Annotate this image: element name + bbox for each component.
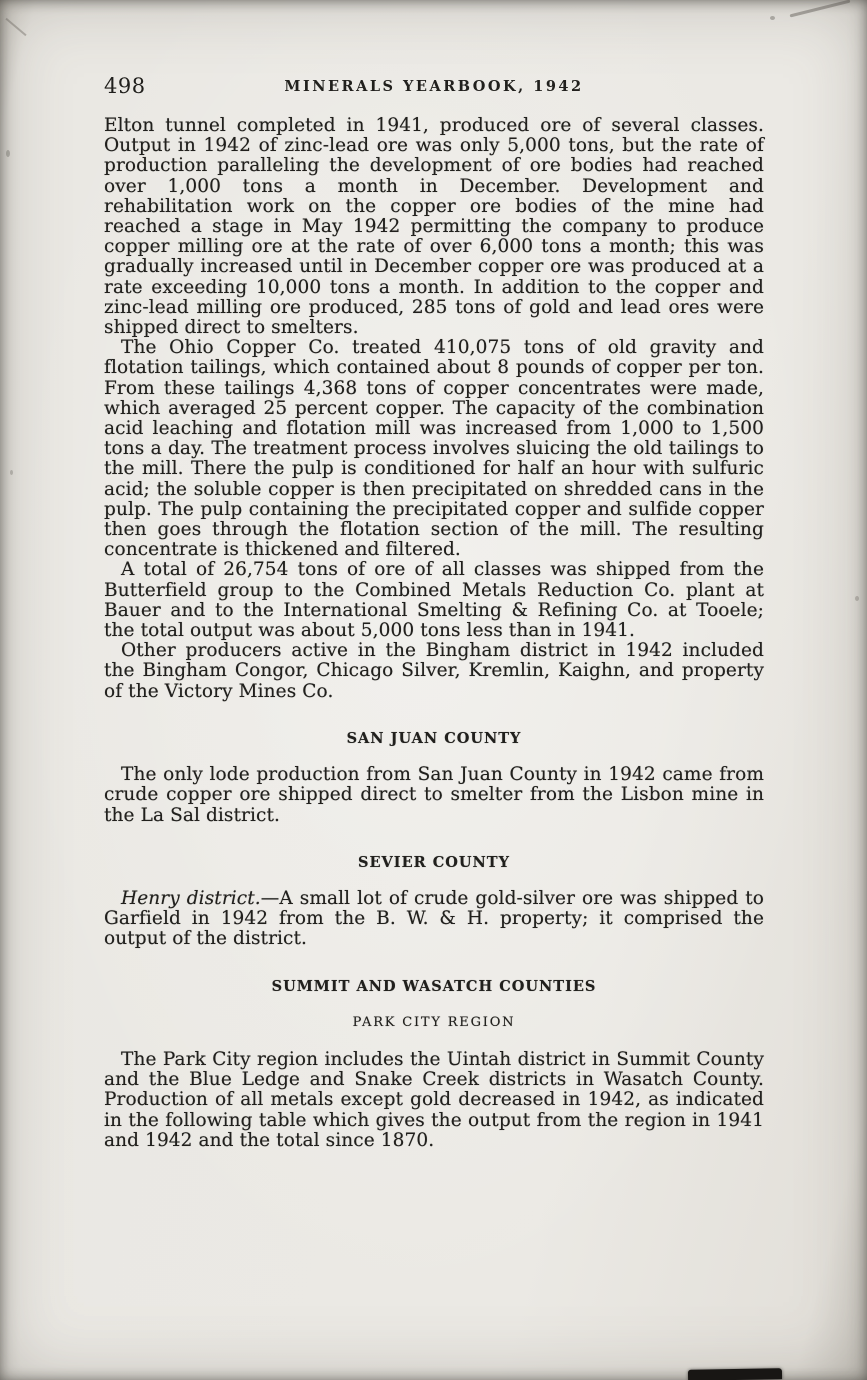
page-header	[104, 74, 764, 104]
paragraph-other-producers: Other producers active in the Bingham district in 1942 included the Bingham Congor, Chicago Silver, Kremlin, Kaighn, and property of the Victory Mines Co.	[104, 640, 764, 702]
district-name-italic: Henry district.	[121, 887, 261, 909]
paragraph-sevier-text: —A small lot of crude gold-silver ore was shipped to Garfield in 1942 from the B. W. & H. property; it comprised the output of the district.	[104, 887, 765, 950]
scan-artifact-top-left-scratch	[5, 18, 26, 36]
scan-artifact-bottom-bar	[688, 1368, 782, 1380]
paragraph-butterfield-shipments: A total of 26,754 tons of ore of all classes was shipped from the Butterfield group to the Combined Metals Reduction Co. plant at Bauer and to the International Smelting & Refining Co. at Tooele; the total output was about 5,000 tons less than in 1941.	[104, 559, 764, 642]
scan-artifact-top-right-speck	[770, 16, 775, 20]
paragraph-san-juan: The only lode production from San Juan County in 1942 came from crude copper ore shipped direct to smelter from the Lisbon mine in the La Sal district.	[104, 764, 764, 826]
heading-san-juan-county: SAN JUAN COUNTY	[346, 729, 522, 747]
text-column	[104, 116, 764, 1151]
scan-artifact-left-speck	[10, 470, 13, 475]
paragraph-park-city: The Park City region includes the Uintah district in Summit County and the Blue Ledge and Snake Creek districts in Wasatch County. Production of all metals except gold decreased in 1942, as indicated in the following table which gives the output from the region in 1941 and 1942 and the total since 1870.	[104, 1048, 764, 1151]
heading-summit-wasatch-counties: SUMMIT AND WASATCH COUNTIES	[271, 977, 597, 995]
heading-sevier-county: SEVIER COUNTY	[358, 853, 510, 871]
page-number: 498	[104, 74, 146, 98]
subheading-park-city-region: PARK CITY REGION	[352, 1014, 516, 1030]
scan-artifact-left-speck	[6, 150, 10, 157]
scan-artifact-top-right-scratch	[790, 0, 851, 17]
scan-artifact-right-speck	[855, 596, 859, 601]
paragraph-ohio-copper: The Ohio Copper Co. treated 410,075 tons of old gravity and flotation tailings, which contained about 8 pounds of copper per ton. From these tailings 4,368 tons of copper concentrates were made, which averaged 25 percent copper. The capacity of the combination acid leaching and flotation mill was increased from 1,000 to 1,500 tons a day. The treatment process involves sluicing the old tailings to the mill. There the pulp is conditioned for half an hour with sulfuric acid; the soluble copper is then precipitated on shredded cans in the pulp. The pulp containing the precipitated copper and sulfide copper then goes through the flotation section of the mill. The resulting concentrate is thickened and filtered.	[104, 337, 764, 561]
paragraph-elton-tunnel: Elton tunnel completed in 1941, produced ore of several classes. Output in 1942 of zinc-lead ore was only 5,000 tons, but the rate of production paralleling the development of ore bodies had reached over 1,000 tons a month in December. Development and rehabilitation work on the copper ore bodies of the mine had reached a stage in May 1942 permitting the company to produce copper milling ore at the rate of over 6,000 tons a month; this was gradually increased until in December copper ore was produced at a rate exceeding 10,000 tons a month. In addition to the copper and zinc-lead milling ore produced, 285 tons of gold and lead ores were shipped direct to smelters.	[104, 115, 764, 339]
paragraph-sevier	[104, 889, 764, 950]
running-title: MINERALS YEARBOOK, 1942	[284, 78, 584, 95]
